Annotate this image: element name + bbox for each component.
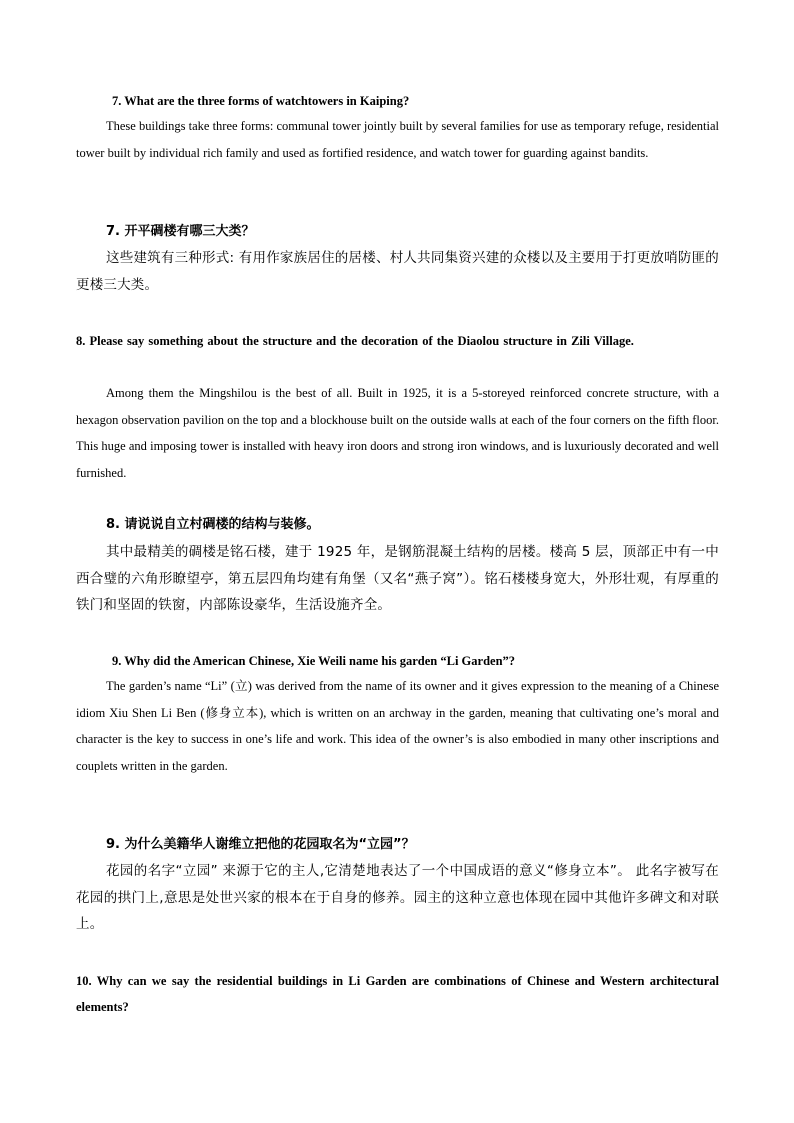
answer-8-cn-body: 其中最精美的碉楼是铭石楼，建于 1925 年，是钢筋混凝土结构的居楼。楼高 5 层，顶部正中有一中西合璧的六角形瞭望亭，第五层四角均建有角堡（又名“燕子窝”）。铭石楼楼身宽大，外形壮观，有厚重的铁门和坚固的铁窗，内部陈设豪华，生活设施齐全。 (76, 544, 719, 613)
question-7-cn-title: 7. 开平碉楼有哪三大类？ (106, 224, 255, 239)
answer-9-cn-body: 花园的名字“立园” 来源于它的主人,它清楚地表达了一个中国成语的意义“修身立本”。 此名字被写在花园的拱门上,意思是处世兴家的根本在于自身的修养。园主的这种立意也体现在园中其他许多碑文和对联上。 (76, 863, 719, 932)
answer-7-en-body: These buildings take three forms: communal tower jointly built by several families for use as temporary refuge, residential tower built by individual rich family and used as fortified residence, and watch tower for guarding against bandits. (76, 119, 720, 160)
question-9-cn-title: 9. 为什么美籍华人谢维立把他的花园取名为“立园”？ (106, 837, 415, 852)
question-10-en-title: 10. Why can we say the residential buildings in Li Garden are combinations of Chinese and Western architectural elements? (76, 974, 719, 1014)
answer-9-en-body: The garden’s name “Li” (立) was derived from the name of its owner and it gives expression to the meaning of a Chinese idiom Xiu Shen Li Ben (修身立本), which is written on an archway in the garden, meaning that cultivating one’s moral and character is the key to success in one’s life and work. This idea of the owner’s is also embodied in many other inscriptions and couplets written in the garden. (76, 679, 719, 773)
question-8-en-title: 8. Please say something about the structure and the decoration of the Diaolou structure in Zili Village. (76, 334, 634, 348)
question-9-en-title: 9. Why did the American Chinese, Xie Weili name his garden “Li Garden”? (112, 654, 516, 668)
answer-8-en-body: Among them the Mingshilou is the best of all. Built in 1925, it is a 5-storeyed reinforced concrete structure, with a hexagon observation pavilion on the top and a blockhouse built on the outside walls at each of the four corners on the fifth floor. This huge and imposing tower is installed with heavy iron doors and strong iron windows, and is luxuriously decorated and well furnished. (76, 386, 719, 480)
question-7-en-title: 7. What are the three forms of watchtowers in Kaiping? (112, 94, 410, 108)
question-8-cn-title: 8. 请说说自立村碉楼的结构与装修。 (106, 517, 320, 532)
answer-7-cn-body: 这些建筑有三种形式: 有用作家族居住的居楼、村人共同集资兴建的众楼以及主要用于打更放哨防匪的更楼三大类。 (76, 250, 719, 293)
